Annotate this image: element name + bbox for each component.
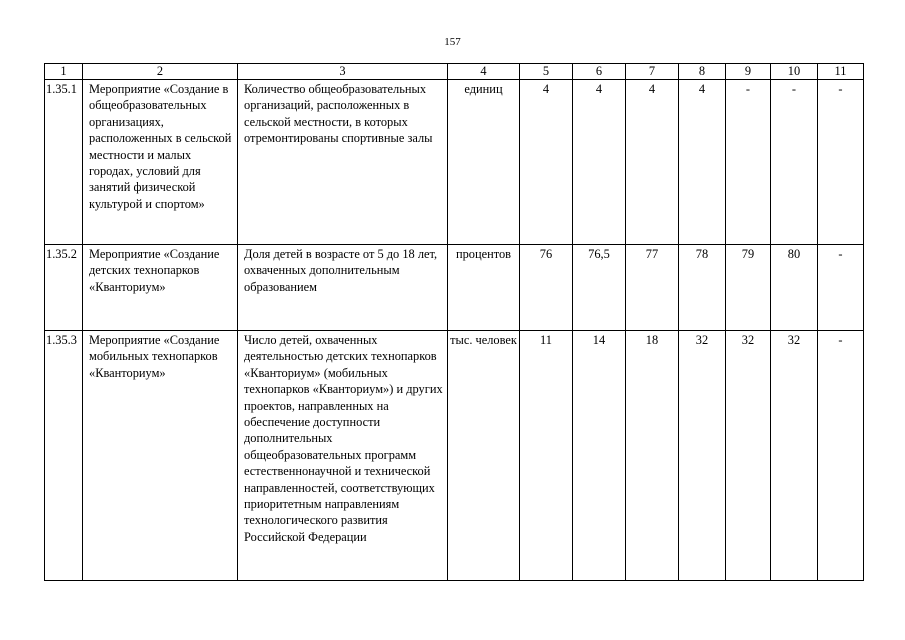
header-cell: 4 — [448, 64, 520, 80]
row-name: Мероприятие «Создание мобильных технопарков «Кванториум» — [83, 331, 238, 581]
row-value: 78 — [679, 245, 726, 331]
row-name: Мероприятие «Создание детских технопарков «Кванториум» — [83, 245, 238, 331]
header-cell: 9 — [726, 64, 771, 80]
row-value: 4 — [626, 80, 679, 245]
row-value: 76 — [520, 245, 573, 331]
row-value: 32 — [726, 331, 771, 581]
row-value: - — [818, 80, 864, 245]
row-value: 4 — [573, 80, 626, 245]
header-cell: 10 — [771, 64, 818, 80]
table-row — [45, 245, 864, 331]
header-cell: 5 — [520, 64, 573, 80]
row-value: 77 — [626, 245, 679, 331]
row-code: 1.35.3 — [45, 331, 83, 581]
table-row — [45, 80, 864, 245]
indicators-table — [44, 63, 864, 581]
row-value: - — [771, 80, 818, 245]
header-cell: 2 — [83, 64, 238, 80]
row-value: - — [818, 245, 864, 331]
header-cell: 1 — [45, 64, 83, 80]
row-value: 4 — [679, 80, 726, 245]
row-value: 76,5 — [573, 245, 626, 331]
header-cell: 7 — [626, 64, 679, 80]
row-unit: тыс. человек — [448, 331, 520, 581]
row-indicator: Число детей, охваченных деятельностью детских технопарков «Кванториум» (мобильных технопарков «Кванториум») и других проектов, направленных на обеспечение доступности дополнительных общеобразовательных программ естественнонаучной и технической направленностей, соответствующих приоритетным направлениям технологического развития Российской Федерации — [238, 331, 448, 581]
page-number: 157 — [444, 36, 461, 48]
row-unit: единиц — [448, 80, 520, 245]
row-code: 1.35.2 — [45, 245, 83, 331]
header-cell: 3 — [238, 64, 448, 80]
header-cell: 6 — [573, 64, 626, 80]
header-row — [45, 64, 864, 80]
row-value: 4 — [520, 80, 573, 245]
row-value: 11 — [520, 331, 573, 581]
header-cell: 8 — [679, 64, 726, 80]
row-value: - — [818, 331, 864, 581]
row-indicator: Количество общеобразовательных организаций, расположенных в сельской местности, в которых отремонтированы спортивные залы — [238, 80, 448, 245]
row-code: 1.35.1 — [45, 80, 83, 245]
row-value: 32 — [679, 331, 726, 581]
row-value: 18 — [626, 331, 679, 581]
row-value: 79 — [726, 245, 771, 331]
row-name: Мероприятие «Создание в общеобразовательных организациях, расположенных в сельской местности и малых городах, условий для занятий физической культурой и спортом» — [83, 80, 238, 245]
row-value: 14 — [573, 331, 626, 581]
row-unit: процентов — [448, 245, 520, 331]
row-value: 80 — [771, 245, 818, 331]
row-value: - — [726, 80, 771, 245]
table-row — [45, 331, 864, 581]
header-cell: 11 — [818, 64, 864, 80]
row-value: 32 — [771, 331, 818, 581]
row-indicator: Доля детей в возрасте от 5 до 18 лет, охваченных дополнительным образованием — [238, 245, 448, 331]
